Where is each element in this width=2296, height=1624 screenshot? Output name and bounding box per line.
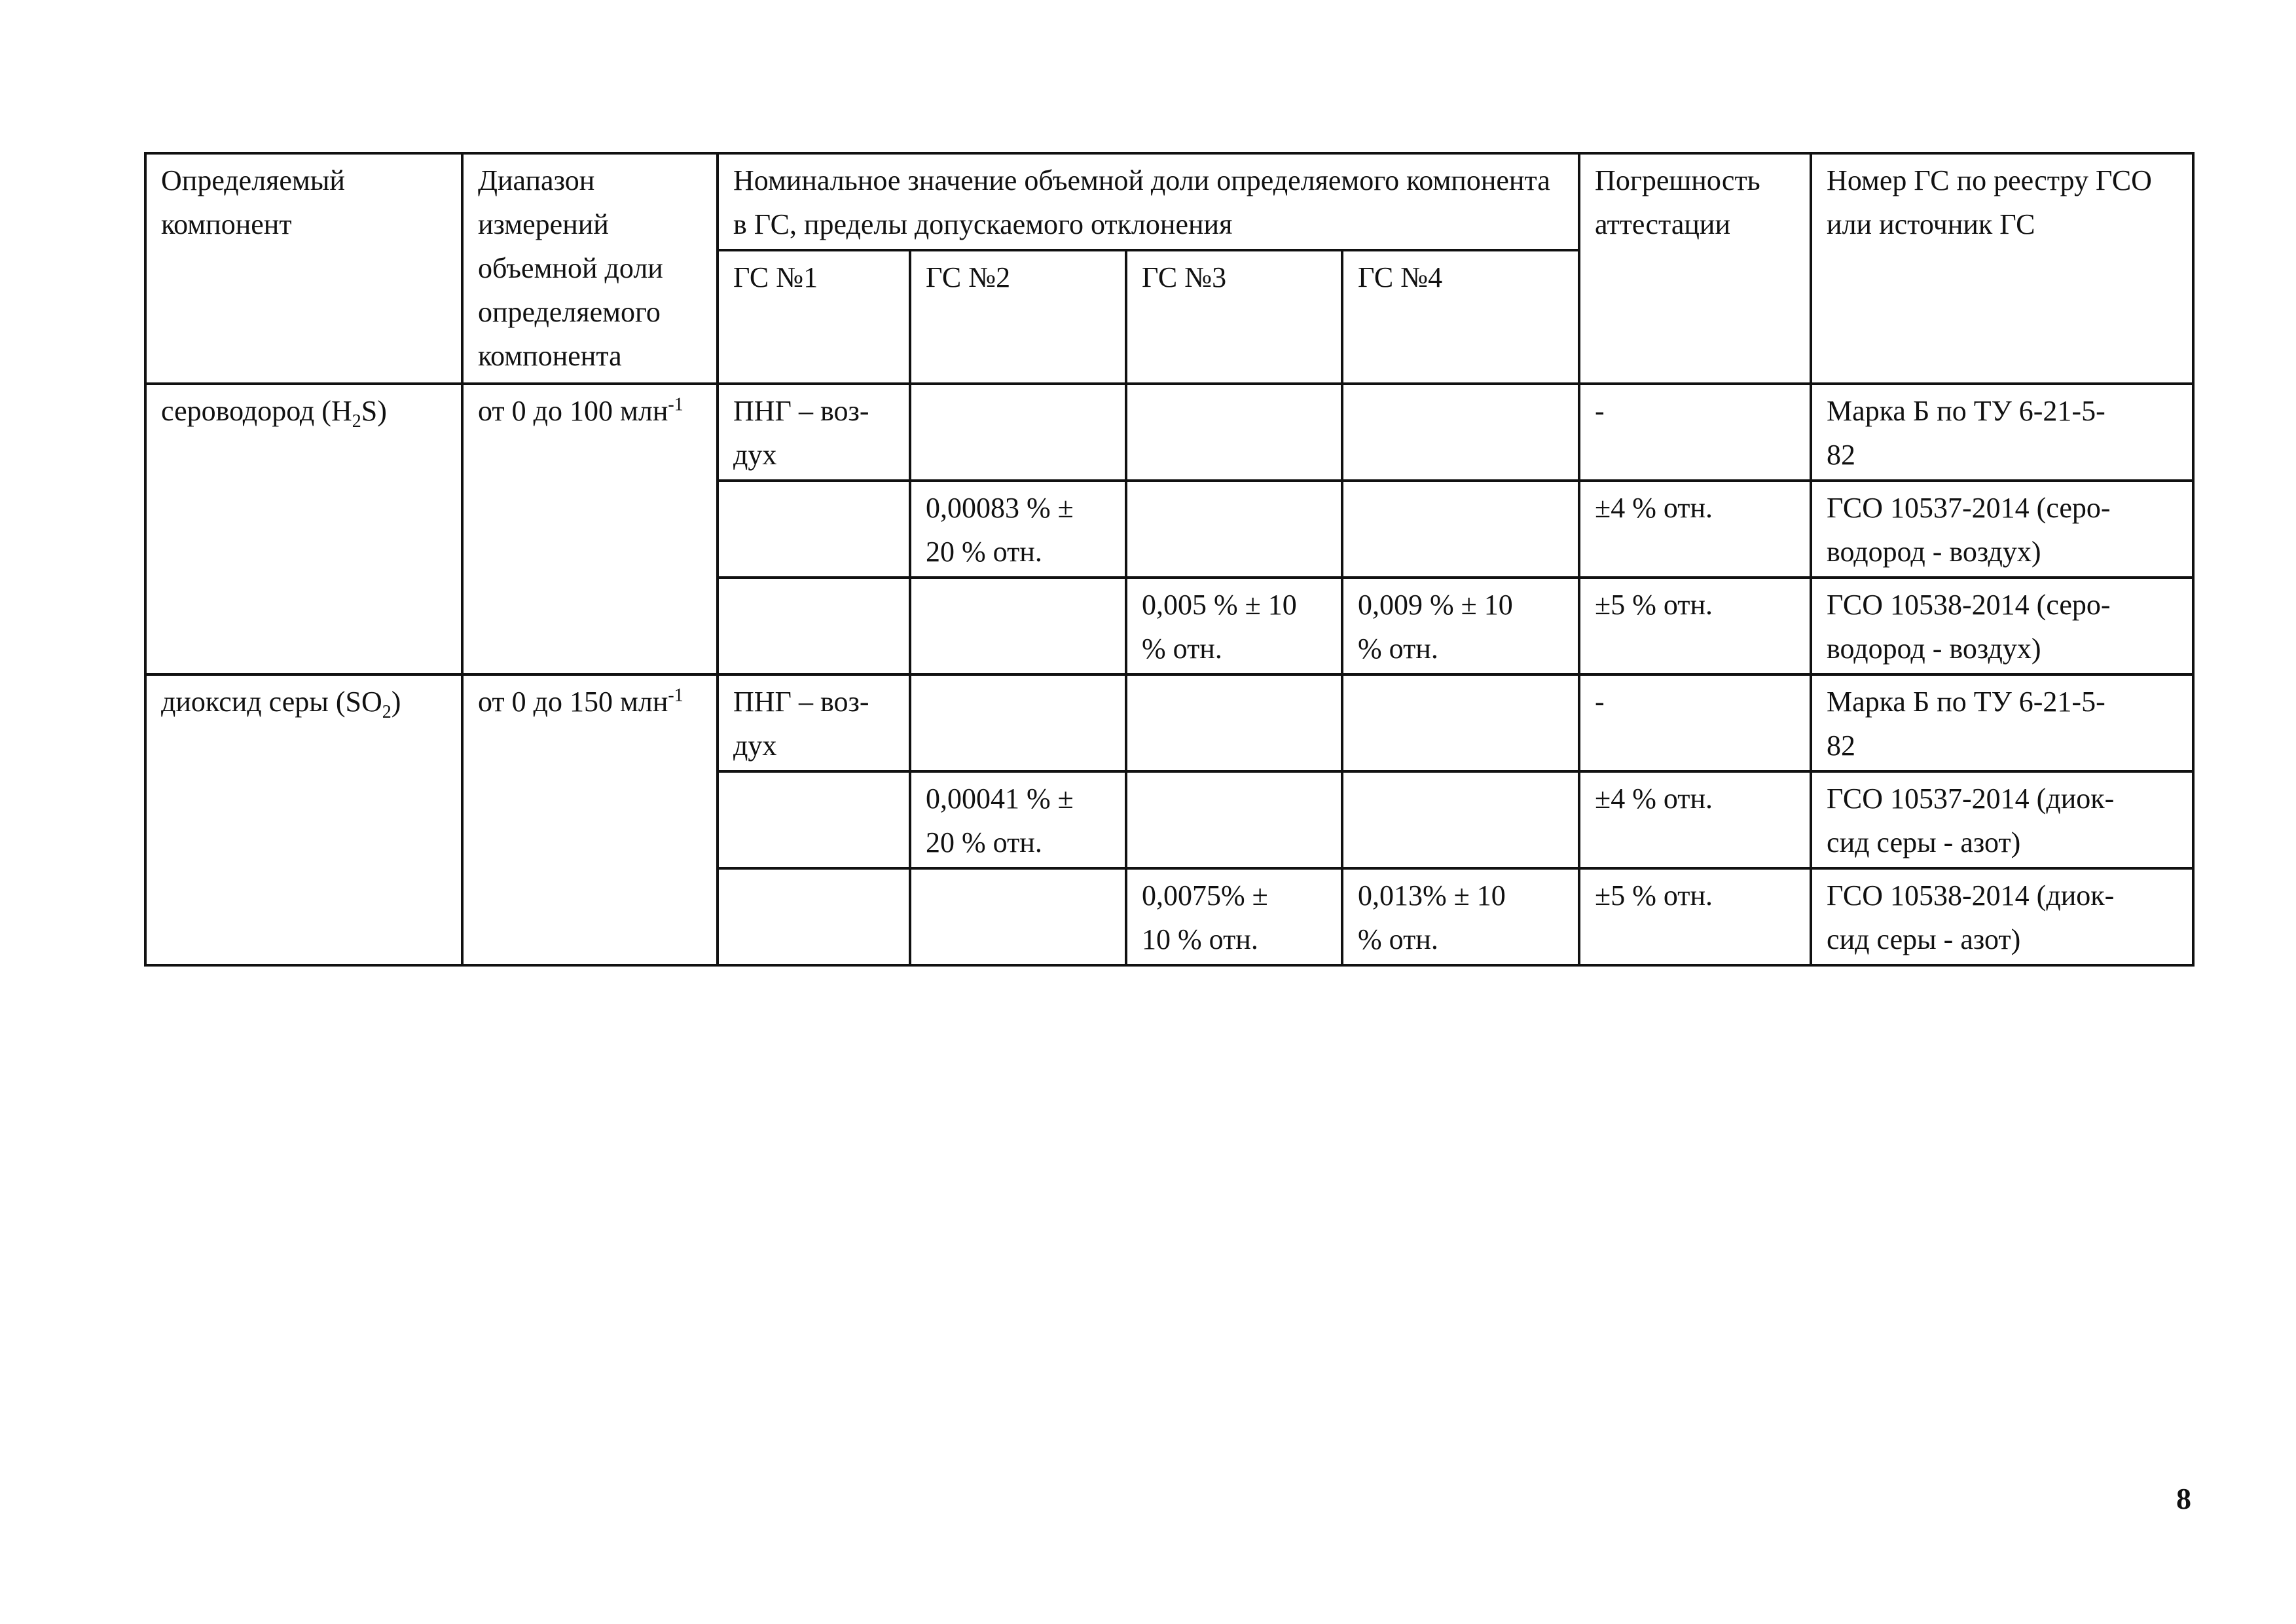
gs3-cell (1126, 384, 1342, 481)
gs2-cell (910, 384, 1126, 481)
gas-mixtures-table (144, 152, 2195, 967)
range-cell (462, 384, 718, 674)
source-cell: ГСО 10538-2014 (диок- сид серы - азот) (1811, 868, 2193, 965)
error-cell: - (1579, 674, 1811, 771)
component-name: диоксид серы $(SO_2)$ (161, 686, 401, 722)
header-gs4-label: ГС №4 (1358, 261, 1443, 293)
header-row-1 (145, 153, 2193, 250)
range-value: от 0 до 100 млн$^{-1}$ (478, 394, 683, 427)
gs2-cell (910, 674, 1126, 771)
gs4-cell (1342, 481, 1579, 578)
gs2-cell (910, 578, 1126, 674)
header-nominal (718, 153, 1579, 250)
source-cell: ГСО 10538-2014 (серо- водород - воздух) (1811, 578, 2193, 674)
header-gs3-label: ГС №3 (1142, 261, 1227, 293)
gs1-cell (718, 771, 910, 868)
header-error (1579, 153, 1811, 384)
gs3-cell (1126, 674, 1342, 771)
error-cell: ±4 % отн. (1579, 481, 1811, 578)
header-source-label: Номер ГС по реестру ГСО или источник ГС (1827, 164, 2152, 240)
gs1-cell (718, 481, 910, 578)
gs2-cell (910, 868, 1126, 965)
component-cell (145, 674, 462, 965)
source-cell: Марка Б по ТУ 6-21-5- 82 (1811, 384, 2193, 481)
gs3-cell (1126, 771, 1342, 868)
header-range (462, 153, 718, 384)
table-row (145, 674, 2193, 771)
header-error-label: Погрешность аттестации (1595, 164, 1760, 240)
gs4-cell: 0,013% ± 10 % отн. (1342, 868, 1579, 965)
component-cell (145, 384, 462, 674)
gs3-cell: 0,0075% ± 10 % отн. (1126, 868, 1342, 965)
gs1-cell: ПНГ – воз- дух (718, 384, 910, 481)
header-gs4 (1342, 250, 1579, 384)
table-row (145, 384, 2193, 481)
error-cell: ±5 % отн. (1579, 868, 1811, 965)
gs2-cell: 0,00041 % ± 20 % отн. (910, 771, 1126, 868)
component-name: сероводород $(H_2S)$ (161, 395, 387, 432)
gs1-cell (718, 578, 910, 674)
header-gs1-label: ГС №1 (733, 261, 818, 293)
gs1-cell: ПНГ – воз- дух (718, 674, 910, 771)
header-component (145, 153, 462, 384)
error-cell: - (1579, 384, 1811, 481)
source-cell: Марка Б по ТУ 6-21-5- 82 (1811, 674, 2193, 771)
header-nominal-label: Номинальное значение объемной доли определяемого компонента в ГС, пределы допускаемого отклонения (733, 164, 1550, 240)
header-gs3 (1126, 250, 1342, 384)
header-source (1811, 153, 2193, 384)
range-value: от 0 до 150 млн$^{-1}$ (478, 685, 683, 718)
gs3-cell (1126, 481, 1342, 578)
gs4-cell (1342, 771, 1579, 868)
gs4-cell (1342, 384, 1579, 481)
header-gs2 (910, 250, 1126, 384)
gs3-cell: 0,005 % ± 10 % отн. (1126, 578, 1342, 674)
header-gs2-label: ГС №2 (926, 261, 1011, 293)
header-range-label: Диапазон измерений объемной доли определяемого компонента (478, 164, 663, 372)
gs2-cell: 0,00083 % ± 20 % отн. (910, 481, 1126, 578)
error-cell: ±5 % отн. (1579, 578, 1811, 674)
source-cell: ГСО 10537-2014 (диок- сид серы - азот) (1811, 771, 2193, 868)
range-cell (462, 674, 718, 965)
error-cell: ±4 % отн. (1579, 771, 1811, 868)
page-number: 8 (2176, 1482, 2191, 1515)
source-cell: ГСО 10537-2014 (серо- водород - воздух) (1811, 481, 2193, 578)
gs4-cell (1342, 674, 1579, 771)
gs4-cell: 0,009 % ± 10 % отн. (1342, 578, 1579, 674)
header-gs1 (718, 250, 910, 384)
header-component-label: Определяемый компонент (161, 164, 345, 240)
gs1-cell (718, 868, 910, 965)
